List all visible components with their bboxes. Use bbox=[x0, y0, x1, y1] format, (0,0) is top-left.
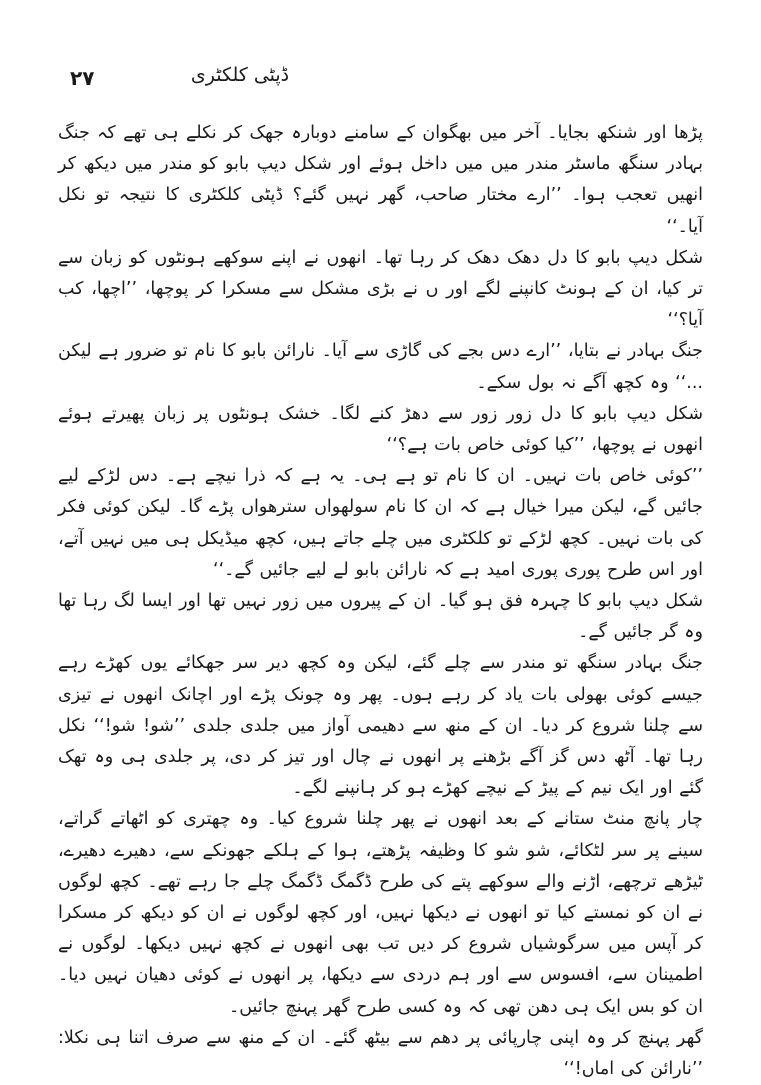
paragraph: چار پانچ منٹ ستانے کے بعد انھوں نے پھر چلنا شروع کیا۔ وہ چھتری کو اٹھاتے گراتے، سینے پر سر لٹکائے، شو شو کا وظیفہ پڑھتے، ہوا کے ہلکے جھونکے سے، دھیرے دھیرے، ٹیڑھے ترچھے، اڑنے والے سوکھے پتے کی طرح ڈگمگ ڈگمگ چلے جا رہے تھے۔ کچھ لوگوں نے ان کو نمستے کیا تو انھوں نے دیکھا نہیں، اور کچھ لوگوں نے ان کو دیکھ کر مسکرا کر آپس میں سرگوشیاں شروع کر دیں تب بھی انھوں نے کچھ نہیں دیکھا۔ لوگوں نے اطمینان سے، افسوس سے اور ہم دردی سے دیکھا، پر انھوں نے کوئی دھیان نہیں دیا۔ ان کو بس ایک ہی دھن تھی کہ وہ کسی طرح گھر پہنچ جائیں۔ bbox=[58, 809, 703, 1017]
paragraph: شکل دیپ بابو کا دل دھک دھک کر رہا تھا۔ انھوں نے اپنے سوکھے ہونٹوں کو زبان سے تر کیا، ان کے ہونٹ کانپنے لگے اور ں نے بڑی مشکل سے مسکرا کر پوچھا، ’’اچھا، کب آیا؟‘‘ bbox=[58, 247, 703, 331]
paragraph: شکل دیپ بابو کا چہرہ فق ہو گیا۔ ان کے پیروں میں زور نہیں تھا اور ایسا لگ رہا تھا وہ گر جائیں گے۔ bbox=[58, 591, 703, 643]
body-text bbox=[58, 118, 703, 1085]
paragraph: جنگ بہادر سنگھ تو مندر سے چلے گئے، لیکن وہ کچھ دیر سر جھکائے یوں کھڑے رہے جیسے کوئی بھولی بات یاد کر رہے ہوں۔ پھر وہ چونک پڑے اور اچانک انھوں نے تیزی سے چلنا شروع کر دیا۔ ان کے منھ سے دھیمی آواز میں جلدی جلدی ’’شو! شو!‘‘ نکل رہا تھا۔ آٹھ دس گز آگے بڑھنے پر انھوں نے چال اور تیز کر دی، پر جلدی ہی وہ تھک گئے اور ایک نیم کے پیڑ کے نیچے کھڑے ہو کر ہانپنے لگے۔ bbox=[58, 653, 703, 799]
paragraph: شکل دیپ بابو کا دل زور زور سے دھڑ کنے لگا۔ خشک ہونٹوں پر زبان پھیرتے ہوئے انھوں نے پوچھا، ’’کیا کوئی خاص بات ہے؟‘‘ bbox=[58, 403, 703, 456]
page-number: ۲۷ bbox=[70, 66, 95, 90]
running-title: ڈپٹی کلکٹری bbox=[190, 64, 290, 86]
paragraph: پڑھا اور شنکھ بجایا۔ آخر میں بھگوان کے سامنے دوبارہ جھک کر نکلے ہی تھے کہ جنگ بہادر سنگھ ماسٹر مندر میں میں داخل ہوئے اور شکل دیپ بابو کو مندر میں دیکھ کر انھیں تعجب ہوا۔ ’’ارے مختار صاحب، گھر نہیں گئے؟ ڈپٹی کلکٹری کا نتیجہ تو نکل آیا۔‘‘ bbox=[58, 123, 703, 237]
paragraph: ’’کوئی خاص بات نہیں۔ ان کا نام تو ہے ہی۔ یہ ہے کہ ذرا نیچے ہے۔ دس لڑکے لیے جائیں گے، لیکن میرا خیال ہے کہ ان کا نام سولھواں سترھواں پڑے گا۔ لیکن کوئی فکر کی بات نہیں۔ کچھ لڑکے تو کلکٹری میں چلے جاتے ہیں، کچھ میڈیکل ہی میں نہیں آتے، اور اس طرح پوری پوری امید ہے کہ نارائن بابو لے لیے جائیں گے۔‘‘ bbox=[58, 466, 703, 580]
paragraph: جنگ بہادر نے بتایا، ’’ارے دس بجے کی گاڑی سے آیا۔ نارائن بابو کا نام تو ضرور ہے لیکن ...‘‘ وہ کچھ آگے نہ بول سکے۔ bbox=[58, 341, 703, 393]
page-header bbox=[60, 64, 701, 94]
paragraph: گھر پہنچ کر وہ اپنی چارپائی پر دھم سے بیٹھ گئے۔ ان کے منھ سے صرف اتنا ہی نکلا: ’’نارائن کی اماں!‘‘ bbox=[58, 1027, 703, 1080]
